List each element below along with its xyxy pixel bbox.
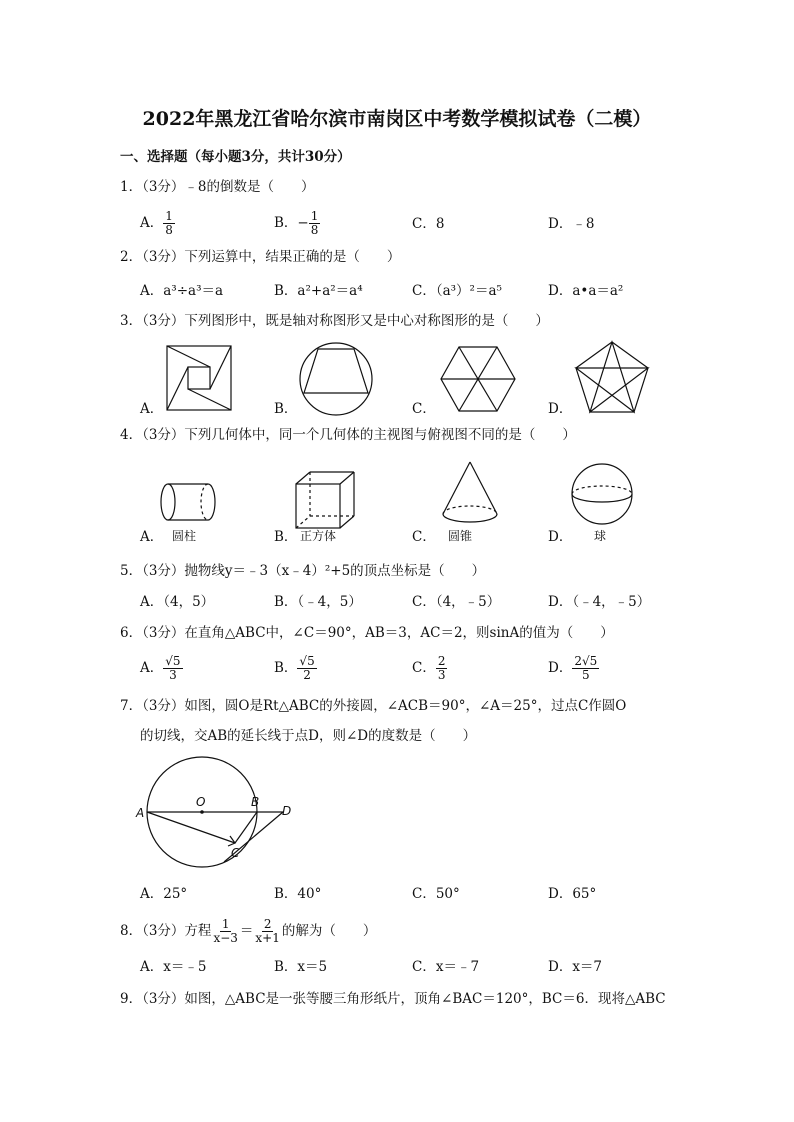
question-5-stem: 5．（3分）抛物线y＝﹣3（x﹣4）²+5的顶点坐标是（ ） — [120, 563, 486, 579]
q4-option-d: D． — [548, 529, 573, 545]
q3-option-d: D． — [548, 401, 573, 417]
q6-option-b: B． $\frac{√5}{2}$ — [274, 654, 315, 682]
q1-b-fraction: $\frac{1}{8}$ — [310, 209, 319, 237]
q7-label-c: C — [231, 846, 240, 860]
q6-option-d: D． $\frac{2√5}{5}$ — [548, 654, 598, 682]
q4-figure-b-cube — [294, 470, 358, 530]
q3-figure-c-hexagon — [440, 346, 516, 412]
question-7-stem-line2: 的切线，交AB的延长线于点D，则∠D的度数是（ ） — [140, 728, 477, 744]
q1-option-d: D．﹣8 — [548, 216, 595, 232]
q3-option-c: C． — [412, 401, 436, 417]
q7-label-a: A — [136, 806, 145, 820]
question-2-stem: 2．（3分）下列运算中，结果正确的是（ ） — [120, 249, 401, 265]
q8-option-b: B．x＝5 — [274, 959, 328, 975]
question-7-stem-line1: 7．（3分）如图，圆O是Rt△ABC的外接圆，∠ACB＝90°，∠A＝25°，过点C作圆O — [120, 698, 627, 714]
q3-option-a: A． — [140, 401, 164, 417]
q3-figure-d-pentagram — [574, 340, 650, 414]
q7-circle-tangent-figure — [138, 760, 298, 880]
q4-figure-d-sphere — [570, 462, 634, 526]
q1-option-b: B．− $\frac{1}{8}$ — [274, 209, 319, 237]
q5-option-c: C．（4，﹣5） — [412, 594, 501, 610]
question-9-stem: 9．（3分）如图，△ABC是一张等腰三角形纸片，顶角∠BAC＝120°，BC＝6．现将△ABC — [120, 991, 666, 1007]
q4-figure-c-cone — [440, 460, 500, 526]
question-8-stem: 8．（3分）方程 $\frac{1}{x-3}$ ＝ $\frac{2}{x+1}$ 的解为（ ） — [120, 917, 377, 945]
q7-label-b: B — [251, 795, 260, 809]
q7-option-c: C．50° — [412, 886, 460, 902]
q1-a-fraction: $\frac{1}{8}$ — [165, 209, 173, 237]
question-1-stem: 1．（3分）﹣8的倒数是（ ） — [120, 179, 315, 195]
question-6-stem: 6．（3分）在直角△ABC中，∠C＝90°，AB＝3，AC＝2，则sinA的值为（ ） — [120, 625, 614, 641]
q2-option-d: D．a•a＝a² — [548, 283, 624, 299]
q3-figure-b-trapezoid-in-circle — [298, 341, 374, 417]
q4-caption-cone: 圆锥 — [448, 529, 473, 543]
q5-option-d: D．（﹣4，﹣5） — [548, 594, 651, 610]
q3-option-b: B． — [274, 401, 298, 417]
q7-label-o: O — [196, 795, 206, 809]
page-title: 2022年黑龙江省哈尔滨市南岗区中考数学模拟试卷（二模） — [142, 108, 652, 130]
q3-figure-a-pinwheel-square — [166, 345, 234, 413]
q8-option-d: D．x＝7 — [548, 959, 603, 975]
q2-option-b: B．a²+a²＝a⁴ — [274, 283, 363, 299]
question-3-stem: 3．（3分）下列图形中，既是轴对称图形又是中心对称图形的是（ ） — [120, 313, 549, 329]
q8-option-a: A．x＝﹣5 — [140, 959, 207, 975]
q7-option-a: A．25° — [140, 886, 188, 902]
q7-option-b: B．40° — [274, 886, 322, 902]
q6-option-c: C． $\frac{2}{3}$ — [412, 654, 446, 682]
q7-label-d: D — [282, 804, 292, 818]
q8-option-c: C．x＝﹣7 — [412, 959, 480, 975]
section-heading: 一、选择题（每小题3分，共计30分） — [120, 149, 351, 165]
q1-option-c: C．8 — [412, 216, 445, 232]
q1-option-a: A． $\frac{1}{8}$ — [140, 209, 173, 237]
q2-option-c: C．（a³）²＝a⁵ — [412, 283, 502, 299]
q6-option-a: A． $\frac{√5}{3}$ — [140, 654, 181, 682]
q4-caption-sphere: 球 — [594, 529, 607, 543]
q2-option-a: A．a³÷a³＝a — [140, 283, 224, 299]
q4-option-a: A． — [140, 529, 164, 545]
q5-option-a: A．（4，5） — [140, 594, 215, 610]
q4-option-b: B． — [274, 529, 298, 545]
q4-caption-cylinder: 圆柱 — [172, 529, 197, 543]
q5-option-b: B．（﹣4，5） — [274, 594, 362, 610]
q4-caption-cube: 正方体 — [300, 529, 337, 543]
q4-figure-a-cylinder — [160, 482, 220, 524]
question-4-stem: 4．（3分）下列几何体中，同一个几何体的主视图与俯视图不同的是（ ） — [120, 427, 576, 443]
q4-option-c: C． — [412, 529, 436, 545]
q7-option-d: D．65° — [548, 886, 597, 902]
